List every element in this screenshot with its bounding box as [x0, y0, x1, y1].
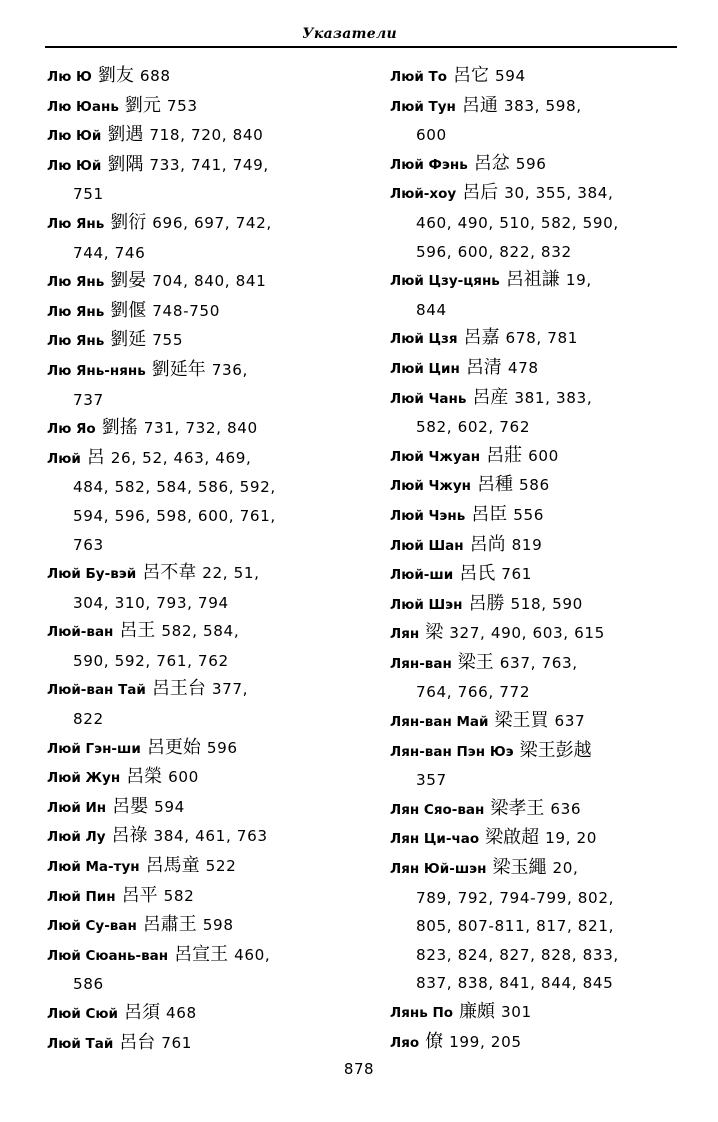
index-entry: [47, 92, 372, 122]
entry-page-refs: 20,: [552, 859, 579, 878]
entry-name: Люй Чжуан: [390, 448, 481, 465]
entry-page-refs: 586: [518, 476, 550, 495]
entry-name: Люй Ма-тун: [47, 859, 140, 876]
entry-name: Люй Чэнь: [390, 507, 466, 524]
index-entry: [47, 559, 372, 617]
entry-chinese-characters: 呂王台: [151, 678, 206, 700]
entry-name: Люй Шэн: [390, 596, 463, 613]
entry-chinese-characters: 呂祖謙: [505, 269, 560, 291]
entry-page-refs: 822: [73, 710, 104, 729]
entry-name: Люй Гэн-ши: [47, 740, 141, 757]
index-entry: [47, 209, 372, 267]
entry-name: Люй Пин: [47, 888, 116, 905]
entry-name: Лю Янь: [47, 215, 105, 232]
entry-page-refs: 596: [206, 738, 238, 757]
entry-page-refs: 688: [139, 67, 171, 85]
entry-continuation-line: [390, 296, 695, 325]
entry-page-refs: 596, 600, 822, 832: [416, 242, 572, 261]
entry-page-refs: 460, 490, 510, 582, 590,: [416, 213, 619, 232]
entry-page-refs: 761: [501, 565, 532, 584]
entry-first-line: [47, 822, 372, 852]
entry-chinese-characters: 呂臣: [471, 503, 508, 525]
entry-first-line: [390, 354, 695, 384]
entry-first-line: [390, 998, 695, 1028]
entry-first-line: [47, 941, 372, 971]
entry-page-refs: 636: [550, 799, 582, 818]
entry-page-refs: 30, 355, 384,: [504, 184, 614, 203]
entry-first-line: [47, 62, 372, 92]
entry-chinese-characters: 呂王: [119, 620, 156, 642]
entry-first-line: [47, 326, 372, 356]
entry-first-line: [47, 151, 372, 181]
index-entry: [47, 911, 372, 941]
entry-page-refs: 837, 838, 841, 844, 845: [416, 974, 614, 993]
index-entry: [390, 442, 695, 472]
entry-chinese-characters: 劉衍: [110, 211, 147, 233]
index-entry: [47, 326, 372, 356]
entry-first-line: [47, 617, 372, 647]
index-entry: [390, 560, 695, 590]
entry-page-refs: 637: [554, 712, 586, 731]
entry-name: Люй Тун: [390, 98, 456, 115]
index-entry: [390, 619, 695, 649]
entry-name: Люй Фэнь: [390, 156, 468, 173]
entry-first-line: [390, 442, 695, 472]
entry-page-refs: 596: [515, 154, 547, 173]
entry-chinese-characters: 呂須: [124, 1002, 160, 1023]
entry-continuation-line: [390, 238, 695, 267]
index-entry: [47, 941, 372, 999]
index-entry: [47, 1029, 372, 1059]
index-entry: [390, 854, 695, 998]
entry-page-refs: 377,: [211, 680, 249, 699]
index-entry: [390, 590, 695, 620]
index-entry: [390, 1028, 695, 1058]
entry-page-refs: 594, 596, 598, 600, 761,: [73, 506, 276, 525]
index-entry: [390, 62, 695, 92]
entry-name: Люй-ван Тай: [47, 682, 146, 699]
entry-first-line: [47, 675, 372, 705]
entry-chinese-characters: 呂台: [119, 1031, 156, 1053]
entry-page-refs: 381, 383,: [514, 388, 593, 407]
entry-continuation-line: [390, 413, 695, 442]
entry-first-line: [390, 795, 695, 825]
entry-page-refs: 484, 582, 584, 586, 592,: [73, 478, 276, 497]
entry-page-refs: 19, 20: [545, 829, 598, 848]
entry-page-refs: 789, 792, 794-799, 802,: [416, 888, 615, 907]
entry-continuation-line: [390, 884, 695, 913]
entry-name: Лянь По: [390, 1005, 454, 1021]
index-entry: [390, 384, 695, 442]
entry-name: Люй-хоу: [390, 186, 457, 203]
index-entry: [47, 999, 372, 1029]
entry-page-refs: 844: [416, 300, 447, 319]
entry-name: Люй Чань: [390, 390, 467, 407]
entry-chinese-characters: 呂榮: [126, 766, 163, 788]
entry-chinese-characters: 劉友: [97, 65, 134, 86]
entry-first-line: [47, 734, 372, 764]
entry-name: Лю Янь: [47, 303, 105, 320]
entry-first-line: [47, 444, 372, 474]
entry-continuation-line: [47, 705, 372, 734]
index-entry: [47, 882, 372, 912]
entry-name: Люй Жун: [47, 770, 121, 787]
entry-chinese-characters: 呂祿: [111, 825, 148, 847]
index-entry: [47, 62, 372, 92]
entry-first-line: [47, 1029, 372, 1059]
entry-page-refs: 733, 741, 749,: [149, 155, 269, 174]
entry-first-line: [390, 384, 695, 414]
entry-first-line: [47, 852, 372, 882]
entry-name: Лю Яо: [47, 421, 96, 438]
entry-name: Лю Янь-нянь: [47, 362, 146, 379]
entry-chinese-characters: 呂它: [452, 65, 489, 86]
entry-chinese-characters: 梁: [425, 622, 444, 644]
entry-page-refs: 594: [154, 797, 185, 816]
entry-name: Лю Ю: [47, 69, 92, 85]
index-column-left: [47, 62, 372, 1058]
entry-page-refs: 696, 697, 742,: [152, 213, 272, 232]
entry-continuation-line: [390, 941, 695, 970]
entry-continuation-line: [47, 473, 372, 502]
entry-chinese-characters: 呂氏: [459, 563, 496, 585]
entry-name: Лю Юй: [47, 128, 102, 145]
entry-page-refs: 478: [507, 358, 539, 377]
entry-first-line: [390, 737, 695, 767]
entry-continuation-line: [47, 180, 372, 209]
index-entry: [47, 444, 372, 559]
entry-page-refs: 556: [513, 505, 545, 524]
entry-continuation-line: [390, 678, 695, 707]
index-entry: [390, 795, 695, 825]
index-entry: [390, 266, 695, 324]
index-entry: [390, 324, 695, 354]
entry-page-refs: 704, 840, 841: [152, 272, 267, 291]
page-number: 878: [343, 1060, 375, 1078]
entry-continuation-line: [390, 209, 695, 238]
entry-chinese-characters: 梁啟超: [485, 827, 540, 849]
index-entry: [390, 649, 695, 707]
entry-first-line: [47, 297, 372, 327]
entry-chinese-characters: 劉晏: [110, 270, 147, 292]
entry-name: Люй-ши: [390, 567, 454, 584]
entry-page-refs: 199, 205: [449, 1032, 522, 1051]
entry-name: Лю Юй: [47, 157, 102, 174]
entry-page-refs: 755: [152, 331, 184, 350]
entry-chinese-characters: 呂通: [461, 94, 498, 116]
entry-page-refs: 600: [168, 768, 199, 787]
entry-name: Лян Юй-шэн: [390, 861, 487, 878]
index-entry: [390, 471, 695, 501]
index-entry: [390, 354, 695, 384]
entry-chinese-characters: 呂嘉: [463, 327, 500, 349]
entry-chinese-characters: 呂莊: [486, 444, 523, 466]
index-entry: [390, 150, 695, 180]
entry-chinese-characters: 呂宣王: [174, 943, 229, 965]
entry-page-refs: 582: [163, 886, 195, 905]
entry-page-refs: 582, 584,: [161, 622, 240, 641]
index-entry: [390, 179, 695, 266]
entry-continuation-line: [47, 386, 372, 415]
entry-page-refs: 744, 746: [73, 243, 146, 262]
index-entry: [47, 414, 372, 444]
entry-first-line: [390, 179, 695, 209]
entry-first-line: [390, 266, 695, 296]
entry-chinese-characters: 呂尚: [469, 533, 506, 555]
entry-chinese-characters: 呂: [86, 446, 105, 468]
entry-chinese-characters: 劉搖: [101, 417, 138, 439]
entry-first-line: [390, 501, 695, 531]
entry-page-refs: 304, 310, 793, 794: [73, 593, 229, 612]
entry-page-refs: 737: [73, 390, 104, 409]
entry-first-line: [390, 649, 695, 679]
entry-name: Лян-ван: [390, 655, 452, 672]
entry-chinese-characters: 呂肅王: [142, 914, 197, 936]
index-entry: [390, 92, 695, 150]
entry-page-refs: 301: [501, 1003, 532, 1021]
entry-chinese-characters: 呂種: [476, 474, 513, 496]
entry-name: Люй Цзу-цянь: [390, 273, 500, 290]
entry-continuation-line: [47, 589, 372, 618]
entry-page-refs: 383, 598,: [503, 96, 582, 115]
entry-first-line: [390, 471, 695, 501]
entry-page-refs: 678, 781: [505, 329, 578, 348]
index-entry: [390, 998, 695, 1028]
entry-continuation-line: [390, 766, 695, 795]
header-title: Указатели: [302, 26, 397, 42]
index-entry: [47, 267, 372, 297]
entry-name: Люй Цин: [390, 360, 460, 377]
entry-first-line: [390, 854, 695, 884]
entry-page-refs: 823, 824, 827, 828, 833,: [416, 945, 619, 964]
entry-name: Лю Янь: [47, 333, 105, 350]
entry-name: Люй Бу-вэй: [47, 566, 137, 583]
entry-page-refs: 518, 590: [510, 594, 583, 613]
entry-chinese-characters: 梁王: [457, 651, 494, 673]
entry-chinese-characters: 劉延: [110, 329, 147, 351]
entry-first-line: [390, 531, 695, 561]
entry-name: Лян: [390, 626, 420, 643]
index-entry: [390, 707, 695, 737]
entry-name: Лян Сяо-ван: [390, 801, 485, 818]
entry-page-refs: 748-750: [152, 301, 220, 320]
entry-continuation-line: [390, 969, 695, 998]
entry-first-line: [390, 824, 695, 854]
index-entry: [47, 297, 372, 327]
entry-first-line: [390, 1028, 695, 1058]
entry-name: Люй То: [390, 69, 447, 85]
entry-first-line: [390, 62, 695, 92]
entry-name: Люй: [47, 450, 81, 467]
entry-continuation-line: [47, 647, 372, 676]
entry-continuation-line: [47, 502, 372, 531]
entry-first-line: [47, 882, 372, 912]
entry-name: Люй Су-ван: [47, 918, 137, 935]
entry-chinese-characters: 呂不韋: [142, 562, 197, 584]
entry-name: Люй Шан: [390, 537, 464, 554]
entry-page-refs: 594: [494, 67, 526, 85]
entry-first-line: [47, 267, 372, 297]
entry-name: Люй Ин: [47, 799, 107, 816]
entry-first-line: [47, 356, 372, 386]
index-entry: [390, 531, 695, 561]
entry-page-refs: 460,: [234, 945, 271, 964]
index-entry: [47, 822, 372, 852]
entry-chinese-characters: 呂勝: [468, 592, 505, 614]
index-entry: [47, 763, 372, 793]
entry-page-refs: 718, 720, 840: [149, 126, 264, 145]
entry-chinese-characters: 劉元: [124, 94, 161, 116]
entry-name: Лян-ван Пэн Юэ: [390, 743, 514, 760]
entry-chinese-characters: 劉偃: [110, 299, 147, 321]
entry-page-refs: 600: [416, 126, 447, 145]
index-entry: [47, 675, 372, 733]
entry-name: Люй Лу: [47, 829, 106, 846]
entry-page-refs: 753: [166, 96, 198, 115]
entry-page-refs: 582, 602, 762: [416, 418, 531, 437]
index-entry: [390, 501, 695, 531]
entry-page-refs: 764, 766, 772: [416, 683, 531, 702]
entry-page-refs: 468: [166, 1004, 197, 1022]
entry-name: Люй Сюй: [47, 1006, 118, 1022]
entry-chinese-characters: 僚: [425, 1030, 444, 1052]
entry-chinese-characters: 呂后: [462, 182, 499, 204]
entry-chinese-characters: 梁玉繩: [492, 857, 547, 879]
running-header: [45, 24, 677, 48]
entry-continuation-line: [390, 121, 695, 150]
entry-first-line: [47, 559, 372, 589]
entry-chinese-characters: 廉頗: [459, 1001, 496, 1022]
entry-page-refs: 590, 592, 761, 762: [73, 651, 229, 670]
entry-page-refs: 384, 461, 763: [153, 827, 268, 846]
entry-page-refs: 586: [73, 975, 104, 994]
entry-page-refs: 761: [161, 1033, 193, 1052]
index-column-right: [390, 62, 695, 1057]
entry-page-refs: 731, 732, 840: [143, 419, 258, 438]
entry-page-refs: 522: [205, 857, 237, 876]
entry-chinese-characters: 劉延年: [151, 358, 206, 380]
entry-name: Ляо: [390, 1034, 420, 1051]
entry-name: Люй Чжун: [390, 478, 471, 495]
entry-chinese-characters: 梁王買: [494, 710, 549, 732]
entry-first-line: [47, 999, 372, 1029]
index-entry: [47, 617, 372, 675]
entry-name: Лян-ван Май: [390, 714, 489, 731]
entry-first-line: [390, 707, 695, 737]
index-entry: [47, 121, 372, 151]
entry-first-line: [47, 414, 372, 444]
index-entry: [47, 793, 372, 823]
entry-name: Люй Цзя: [390, 331, 458, 348]
entry-first-line: [390, 560, 695, 590]
entry-first-line: [390, 324, 695, 354]
entry-name: Люй-ван: [47, 624, 114, 641]
entry-first-line: [47, 911, 372, 941]
index-entry: [47, 151, 372, 209]
entry-chinese-characters: 梁孝王: [490, 797, 545, 819]
entry-chinese-characters: 梁王彭越: [519, 739, 592, 761]
index-entry: [390, 824, 695, 854]
entry-continuation-line: [47, 531, 372, 560]
entry-chinese-characters: 呂更始: [146, 736, 201, 758]
entry-first-line: [390, 92, 695, 122]
entry-first-line: [47, 763, 372, 793]
entry-page-refs: 327, 490, 603, 615: [449, 624, 605, 643]
entry-continuation-line: [390, 912, 695, 941]
entry-page-refs: 26, 52, 463, 469,: [110, 448, 252, 467]
entry-first-line: [47, 793, 372, 823]
entry-chinese-characters: 呂清: [465, 356, 502, 378]
entry-chinese-characters: 呂平: [121, 884, 158, 906]
entry-first-line: [390, 150, 695, 180]
entry-page-refs: 736,: [211, 360, 248, 379]
entry-first-line: [390, 590, 695, 620]
entry-name: Люй Сюань-ван: [47, 947, 169, 964]
entry-continuation-line: [47, 970, 372, 999]
entry-chinese-characters: 劉遇: [107, 124, 144, 146]
entry-chinese-characters: 呂嬰: [112, 795, 149, 817]
entry-page-refs: 751: [73, 185, 104, 204]
entry-name: Лю Юань: [47, 98, 119, 115]
entry-page-refs: 19,: [565, 271, 592, 290]
entry-page-refs: 22, 51,: [202, 564, 260, 583]
entry-page-refs: 598: [202, 916, 234, 935]
entry-chinese-characters: 劉隅: [107, 153, 144, 175]
entry-first-line: [47, 92, 372, 122]
entry-page-refs: 763: [73, 535, 104, 554]
index-entry: [47, 356, 372, 414]
entry-page-refs: 819: [511, 535, 543, 554]
entry-first-line: [47, 209, 372, 239]
index-entry: [47, 852, 372, 882]
entry-name: Лян Ци-чао: [390, 831, 480, 848]
entry-page-refs: 357: [416, 771, 447, 790]
entry-name: Лю Янь: [47, 274, 105, 291]
entry-name: Люй Тай: [47, 1035, 114, 1052]
entry-first-line: [47, 121, 372, 151]
entry-first-line: [390, 619, 695, 649]
entry-page-refs: 805, 807-811, 817, 821,: [416, 917, 615, 936]
index-entry: [390, 737, 695, 795]
entry-continuation-line: [47, 239, 372, 268]
entry-chinese-characters: 呂産: [472, 386, 509, 408]
entry-page-refs: 600: [528, 446, 559, 465]
index-entry: [47, 734, 372, 764]
entry-page-refs: 637, 763,: [499, 653, 578, 672]
entry-chinese-characters: 呂忿: [473, 152, 510, 174]
entry-chinese-characters: 呂馬童: [145, 855, 200, 877]
